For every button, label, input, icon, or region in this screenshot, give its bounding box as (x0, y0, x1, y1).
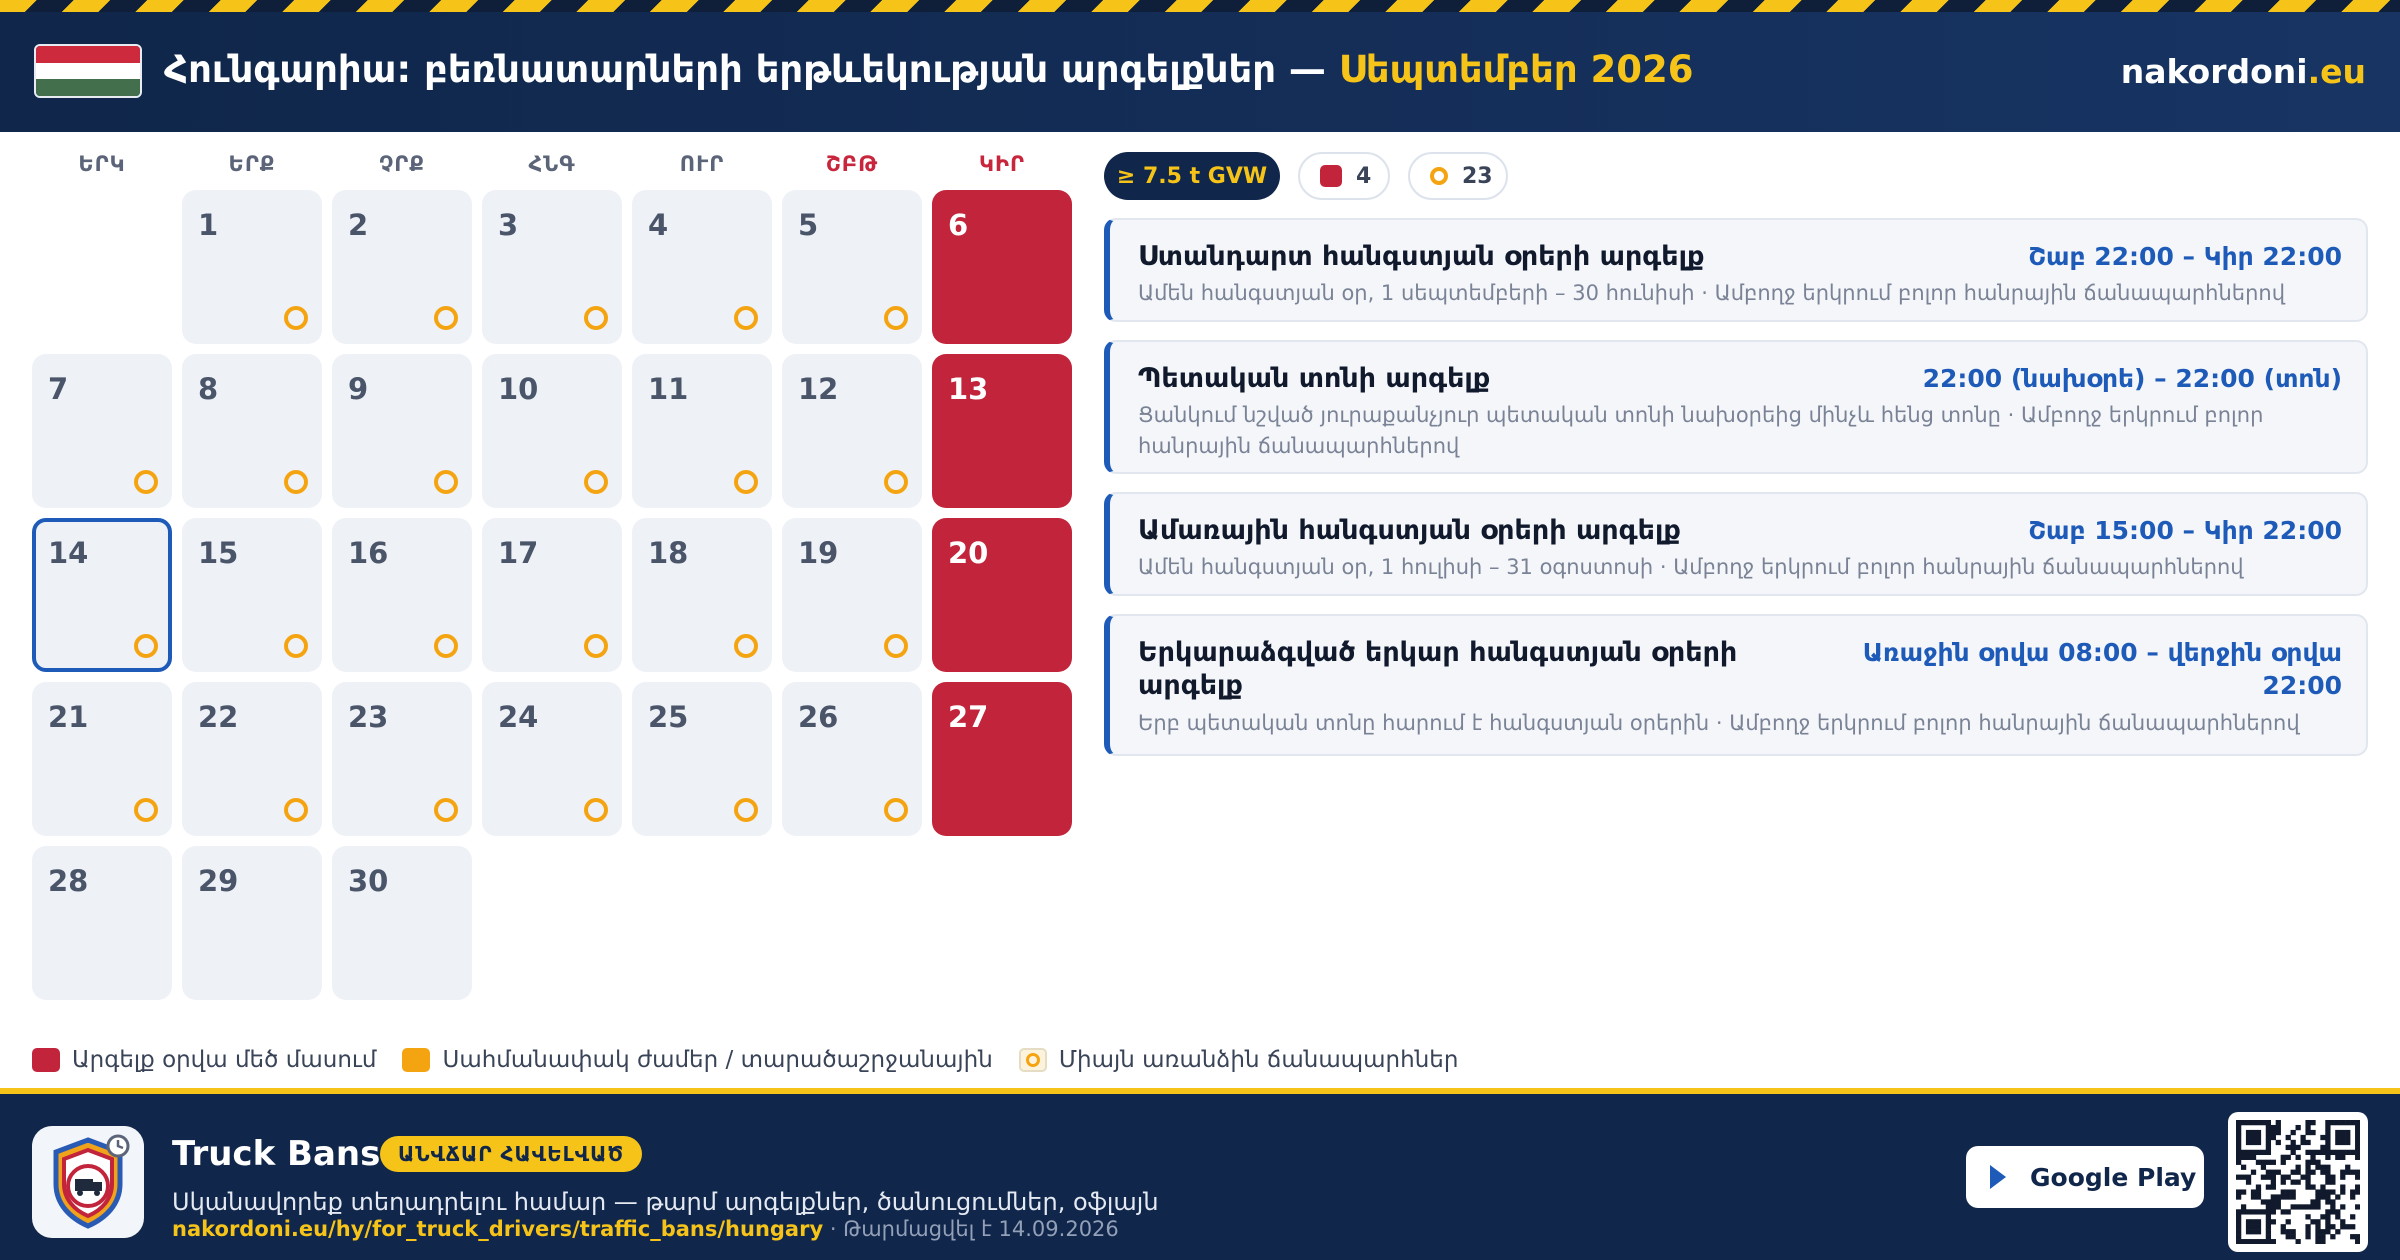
calendar-day[interactable] (332, 846, 472, 1000)
legend-label: Արգելք օրվա մեծ մասում (72, 1047, 377, 1073)
weekday-header: ՀՆԳ (528, 152, 576, 176)
app-name: Truck Bans (172, 1134, 381, 1174)
restriction-ring-icon (734, 634, 758, 658)
rule-title: Ամառային հանգստյան օրերի արգելք (1138, 515, 1681, 546)
rule-time: Շաբ 22:00 – Կիր 22:00 (2028, 242, 2342, 271)
brand-tld: .eu (2307, 52, 2366, 91)
restriction-ring-icon (134, 470, 158, 494)
brand-logo[interactable] (2121, 52, 2366, 91)
brand-name: nakordoni (2120, 52, 2308, 91)
day-number: 27 (948, 700, 989, 734)
hazard-stripe (0, 0, 2400, 12)
calendar-day[interactable] (332, 354, 472, 508)
restriction-ring-icon (734, 306, 758, 330)
google-play-label: Google Play (2030, 1162, 2197, 1192)
day-number: 10 (498, 372, 539, 406)
restriction-ring-icon (434, 470, 458, 494)
restriction-ring-icon (284, 634, 308, 658)
calendar-day[interactable] (632, 518, 772, 672)
rule-time: Առաջին օրվա 08:00 – վերջին օրվա 22:00 (1862, 638, 2342, 700)
day-number: 21 (48, 700, 89, 734)
orange-swatch-icon (402, 1048, 430, 1072)
restricted-days-count: 23 (1462, 163, 1493, 189)
day-number: 25 (648, 700, 689, 734)
restriction-ring-icon (584, 306, 608, 330)
rule-card (1104, 218, 2368, 322)
weekday-header: ՈՒՐ (679, 152, 725, 176)
restriction-ring-icon (284, 470, 308, 494)
restriction-ring-icon (734, 470, 758, 494)
day-number: 20 (948, 536, 989, 570)
calendar-day[interactable] (32, 354, 172, 508)
restriction-ring-icon (884, 470, 908, 494)
day-number: 8 (198, 372, 219, 406)
calendar-day[interactable] (632, 354, 772, 508)
app-url-line (172, 1214, 1119, 1244)
calendar-day[interactable] (482, 518, 622, 672)
day-number: 14 (48, 536, 89, 570)
truck-shield-icon (32, 1126, 144, 1238)
calendar-day[interactable] (182, 846, 322, 1000)
calendar-day[interactable] (332, 682, 472, 836)
calendar-day[interactable] (932, 354, 1072, 508)
day-number: 17 (498, 536, 539, 570)
day-number: 2 (348, 208, 369, 242)
restricted-days-count-chip (1408, 152, 1508, 200)
day-number: 11 (648, 372, 689, 406)
day-number: 7 (48, 372, 69, 406)
legend-item-specific-roads (1019, 1047, 1459, 1073)
restriction-ring-icon (584, 798, 608, 822)
rule-card (1104, 340, 2368, 474)
restriction-ring-icon (884, 306, 908, 330)
restriction-ring-icon (284, 798, 308, 822)
calendar-day[interactable] (332, 518, 472, 672)
page-title (164, 48, 1693, 91)
calendar-day[interactable] (782, 682, 922, 836)
calendar-day[interactable] (182, 190, 322, 344)
calendar-day[interactable] (632, 190, 772, 344)
rule-description: Երբ պետական տոնը հարում է հանգստյան օրերին · Ամբողջ երկրում բոլոր հանրային ճանապարհներով (1138, 711, 2300, 735)
free-app-badge: ԱՆՎՃԱՐ ՀԱՎԵԼՎԱԾ (380, 1136, 642, 1172)
day-number: 28 (48, 864, 89, 898)
hungary-flag-icon (34, 44, 142, 98)
day-number: 23 (348, 700, 389, 734)
restriction-ring-icon (434, 798, 458, 822)
qr-code[interactable] (2228, 1112, 2368, 1252)
ban-days-count-chip (1298, 152, 1390, 200)
calendar-day-today[interactable] (32, 518, 172, 672)
day-number: 18 (648, 536, 689, 570)
day-number: 5 (798, 208, 819, 242)
day-number: 26 (798, 700, 839, 734)
day-number: 9 (348, 372, 369, 406)
calendar-day[interactable] (182, 682, 322, 836)
rule-title: Պետական տոնի արգելք (1138, 363, 1491, 394)
restriction-ring-icon (884, 634, 908, 658)
ban-days-count: 4 (1356, 163, 1372, 189)
legend-label: Սահմանափակ ժամեր / տարածաշրջանային (442, 1047, 993, 1073)
day-number: 1 (198, 208, 219, 242)
rule-card (1104, 614, 2368, 756)
calendar-day[interactable] (482, 190, 622, 344)
day-number: 6 (948, 208, 969, 242)
legend-item-full-ban (32, 1047, 376, 1073)
rule-card (1104, 492, 2368, 596)
calendar-day[interactable] (782, 518, 922, 672)
page-title-text: Հունգարիա: բեռնատարների երթևեկության արգելքներ — (164, 48, 1339, 91)
day-number: 15 (198, 536, 239, 570)
rule-description: Ամեն հանգստյան օր, 1 սեպտեմբերի – 30 հունիսի · Ամբողջ երկրում բոլոր հանրային ճանապարհներով (1138, 281, 2286, 305)
orange-ring-icon (1430, 167, 1448, 185)
calendar-day[interactable] (932, 518, 1072, 672)
updated-date: · Թարմացվել է 14.09.2026 (823, 1217, 1119, 1241)
day-number: 24 (498, 700, 539, 734)
restriction-ring-icon (884, 798, 908, 822)
restriction-ring-icon (734, 798, 758, 822)
calendar-day[interactable] (782, 190, 922, 344)
weekday-header: ԵՐԿ (78, 152, 126, 176)
calendar-day[interactable] (32, 846, 172, 1000)
red-swatch-icon (32, 1048, 60, 1072)
weekday-header: ՇԲԹ (825, 152, 879, 176)
restriction-ring-icon (134, 634, 158, 658)
calendar-day[interactable] (782, 354, 922, 508)
calendar-day[interactable] (932, 190, 1072, 344)
calendar-day[interactable] (932, 682, 1072, 836)
legend-label: Միայն առանձին ճանապարհներ (1058, 1047, 1459, 1073)
rule-title: Երկարաձգված երկար հանգստյան օրերի արգելք (1138, 637, 1738, 701)
day-number: 22 (198, 700, 239, 734)
legend-item-limited (402, 1047, 992, 1073)
restriction-ring-icon (434, 634, 458, 658)
day-number: 12 (798, 372, 839, 406)
red-square-icon (1320, 165, 1342, 187)
weekday-header: ՉՐՔ (379, 152, 425, 176)
weekday-header: ԿԻՐ (979, 152, 1025, 176)
app-subtitle: Սկանավորեք տեղադրելու համար — թարմ արգելքներ, ծանուցումներ, օֆլայն (172, 1188, 1159, 1216)
calendar-day[interactable] (482, 682, 622, 836)
day-number: 3 (498, 208, 519, 242)
restriction-ring-icon (434, 306, 458, 330)
rule-time: 22:00 (նախօրե) – 22:00 (տոն) (1922, 364, 2342, 393)
ring-swatch-icon (1019, 1048, 1047, 1072)
restriction-ring-icon (584, 634, 608, 658)
footer-app-promo (0, 1088, 2400, 1260)
restriction-ring-icon (284, 306, 308, 330)
calendar-day[interactable] (482, 354, 622, 508)
rule-title: Ստանդարտ հանգստյան օրերի արգելք (1138, 241, 1705, 272)
weekday-header: ԵՐՔ (228, 152, 276, 176)
calendar-day[interactable] (632, 682, 772, 836)
calendar-day[interactable] (182, 354, 322, 508)
day-number: 19 (798, 536, 839, 570)
app-url-link[interactable]: nakordoni.eu/hy/for_truck_drivers/traffic_bans/hungary (172, 1217, 824, 1241)
day-number: 29 (198, 864, 239, 898)
restriction-ring-icon (584, 470, 608, 494)
calendar-day[interactable] (32, 682, 172, 836)
weight-filter-chip (1104, 152, 1280, 200)
header-bar (0, 0, 2400, 132)
legend (32, 1044, 1484, 1076)
rule-description: Ցանկում նշված յուրաքանչյուր պետական տոնի նախօրեից մինչև հենց տոնը · Ամբողջ երկրում բոլոր հանրային ճանապարհներով (1138, 403, 2264, 458)
play-triangle-icon (1990, 1165, 2006, 1189)
day-number: 13 (948, 372, 989, 406)
rule-description: Ամեն հանգստյան օր, 1 հուլիսի – 31 օգոստոսի · Ամբողջ երկրում բոլոր հանրային ճանապարհներով (1138, 555, 2244, 579)
calendar-day[interactable] (332, 190, 472, 344)
rule-time: Շաբ 15:00 – Կիր 22:00 (2028, 516, 2342, 545)
google-play-button[interactable] (1966, 1146, 2204, 1208)
weight-filter-label: ≥ 7.5 t GVW (1116, 163, 1268, 189)
page-title-period: Սեպտեմբեր 2026 (1338, 48, 1694, 91)
day-number: 16 (348, 536, 389, 570)
day-number: 4 (648, 208, 669, 242)
calendar-day[interactable] (182, 518, 322, 672)
restriction-ring-icon (134, 798, 158, 822)
day-number: 30 (348, 864, 389, 898)
